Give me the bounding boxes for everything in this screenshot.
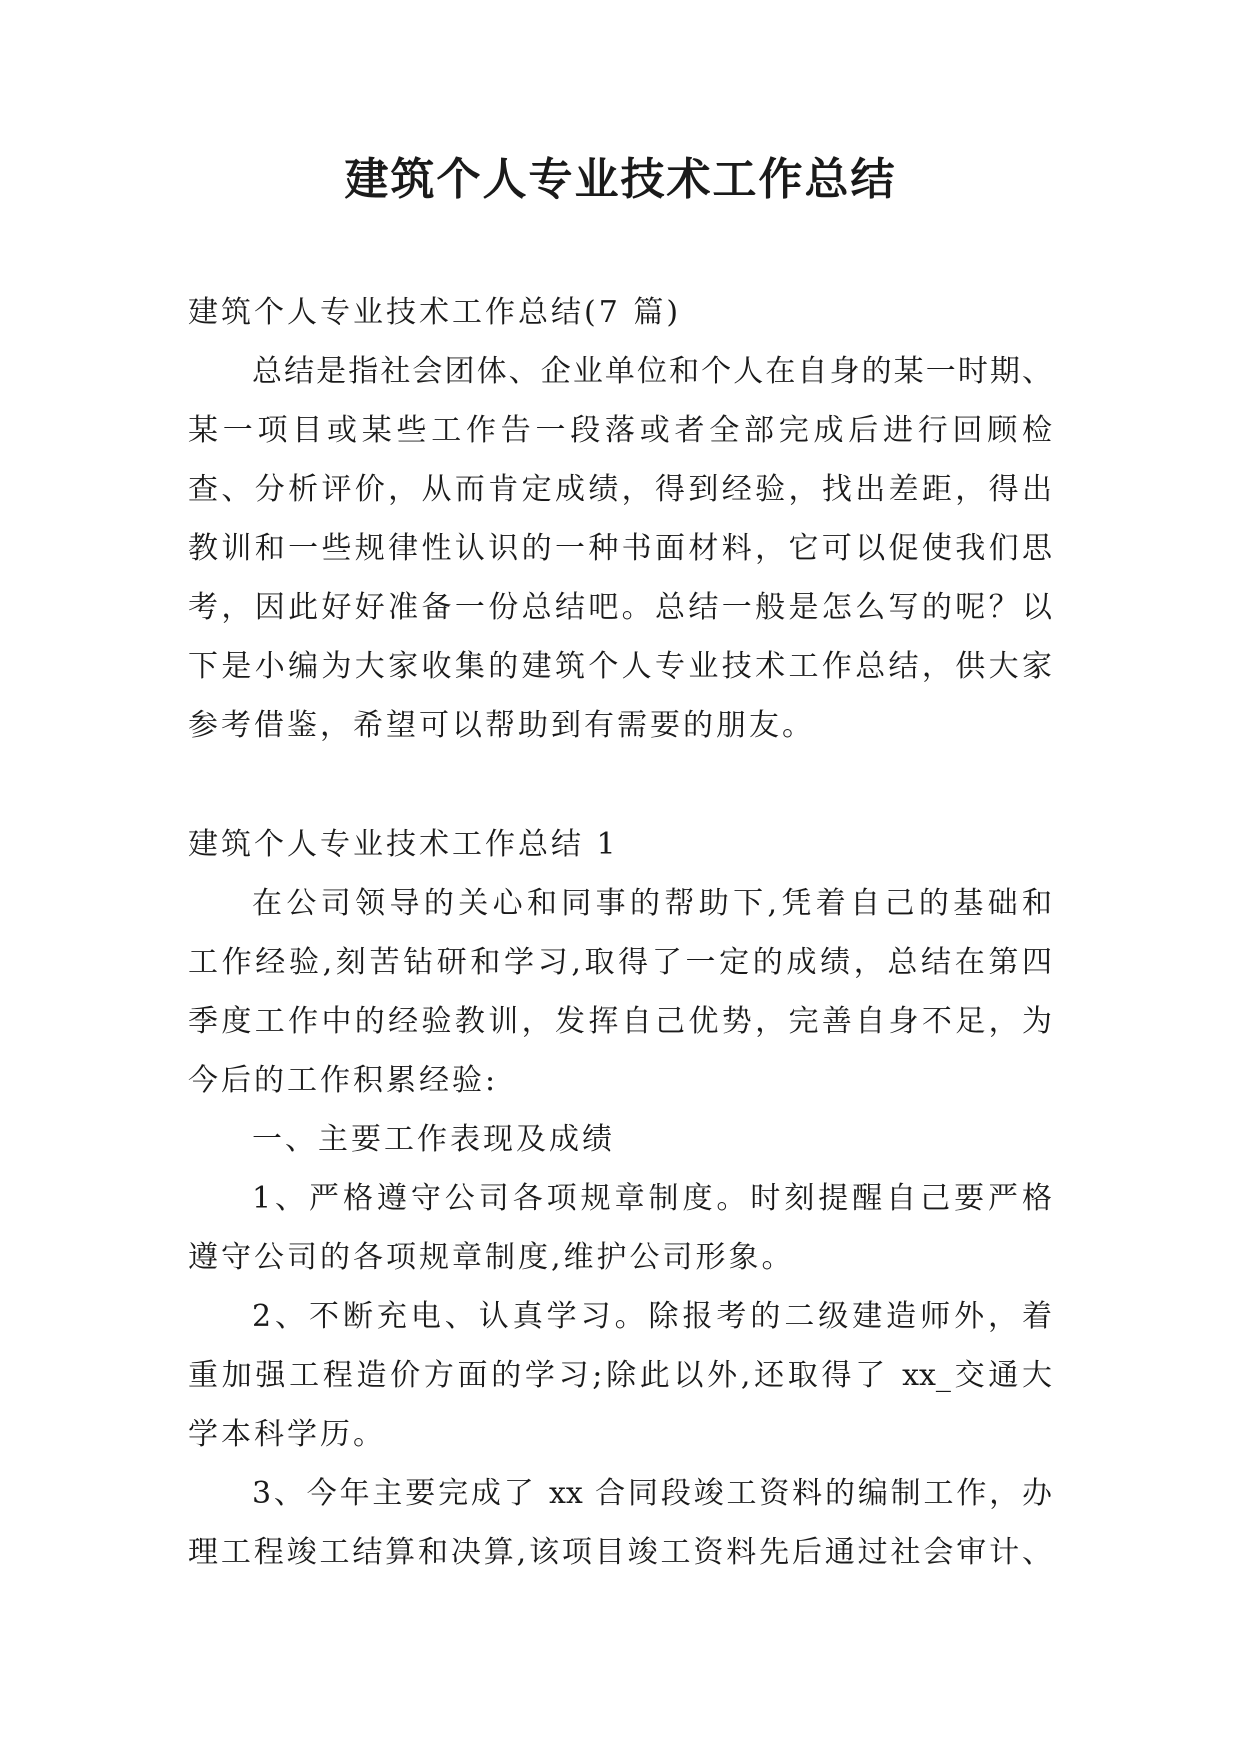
section-heading: 建筑个人专业技术工作总结 1	[188, 827, 619, 862]
paragraph-line: 在公司领导的关心和同事的帮助下,凭着自己的基础和	[252, 886, 1052, 921]
paragraph-line: 下是小编为大家收集的建筑个人专业技术工作总结，供大家	[188, 649, 1052, 684]
paragraph-line: 遵守公司的各项规章制度,维护公司形象。	[188, 1240, 795, 1275]
subtitle-line: 建筑个人专业技术工作总结(7 篇)	[188, 295, 682, 330]
paragraph-line: 3、今年主要完成了 xx 合同段竣工资料的编制工作，办	[252, 1476, 1052, 1511]
document-title: 建筑个人专业技术工作总结	[344, 154, 897, 205]
document-body	[188, 283, 1052, 1582]
paragraph-line: 今后的工作积累经验:	[188, 1063, 499, 1098]
paragraph-line: 查、分析评价，从而肯定成绩，得到经验，找出差距，得出	[188, 472, 1052, 507]
paragraph-line: 学本科学历。	[188, 1417, 386, 1452]
paragraph-line: 考，因此好好准备一份总结吧。总结一般是怎么写的呢？以	[188, 590, 1052, 625]
paragraph-line: 工作经验,刻苦钻研和学习,取得了一定的成绩，总结在第四	[188, 945, 1052, 980]
section-spacer	[188, 755, 1052, 815]
paragraph-line: 重加强工程造价方面的学习;除此以外,还取得了 xx_交通大	[188, 1358, 1052, 1393]
subsection-heading: 一、主要工作表现及成绩	[252, 1122, 615, 1157]
paragraph-line: 教训和一些规律性认识的一种书面材料，它可以促使我们思	[188, 531, 1052, 566]
paragraph-line: 1、严格遵守公司各项规章制度。时刻提醒自己要严格	[252, 1181, 1052, 1216]
paragraph-line: 参考借鉴，希望可以帮助到有需要的朋友。	[188, 708, 815, 743]
paragraph-line: 理工程竣工结算和决算,该项目竣工资料先后通过社会审计、	[188, 1535, 1052, 1570]
paragraph-line: 季度工作中的经验教训，发挥自己优势，完善自身不足，为	[188, 1004, 1052, 1039]
paragraph-line: 2、不断充电、认真学习。除报考的二级建造师外，着	[252, 1299, 1052, 1334]
paragraph-line: 总结是指社会团体、企业单位和个人在自身的某一时期、	[252, 354, 1052, 389]
paragraph-line: 某一项目或某些工作告一段落或者全部完成后进行回顾检	[188, 413, 1052, 448]
